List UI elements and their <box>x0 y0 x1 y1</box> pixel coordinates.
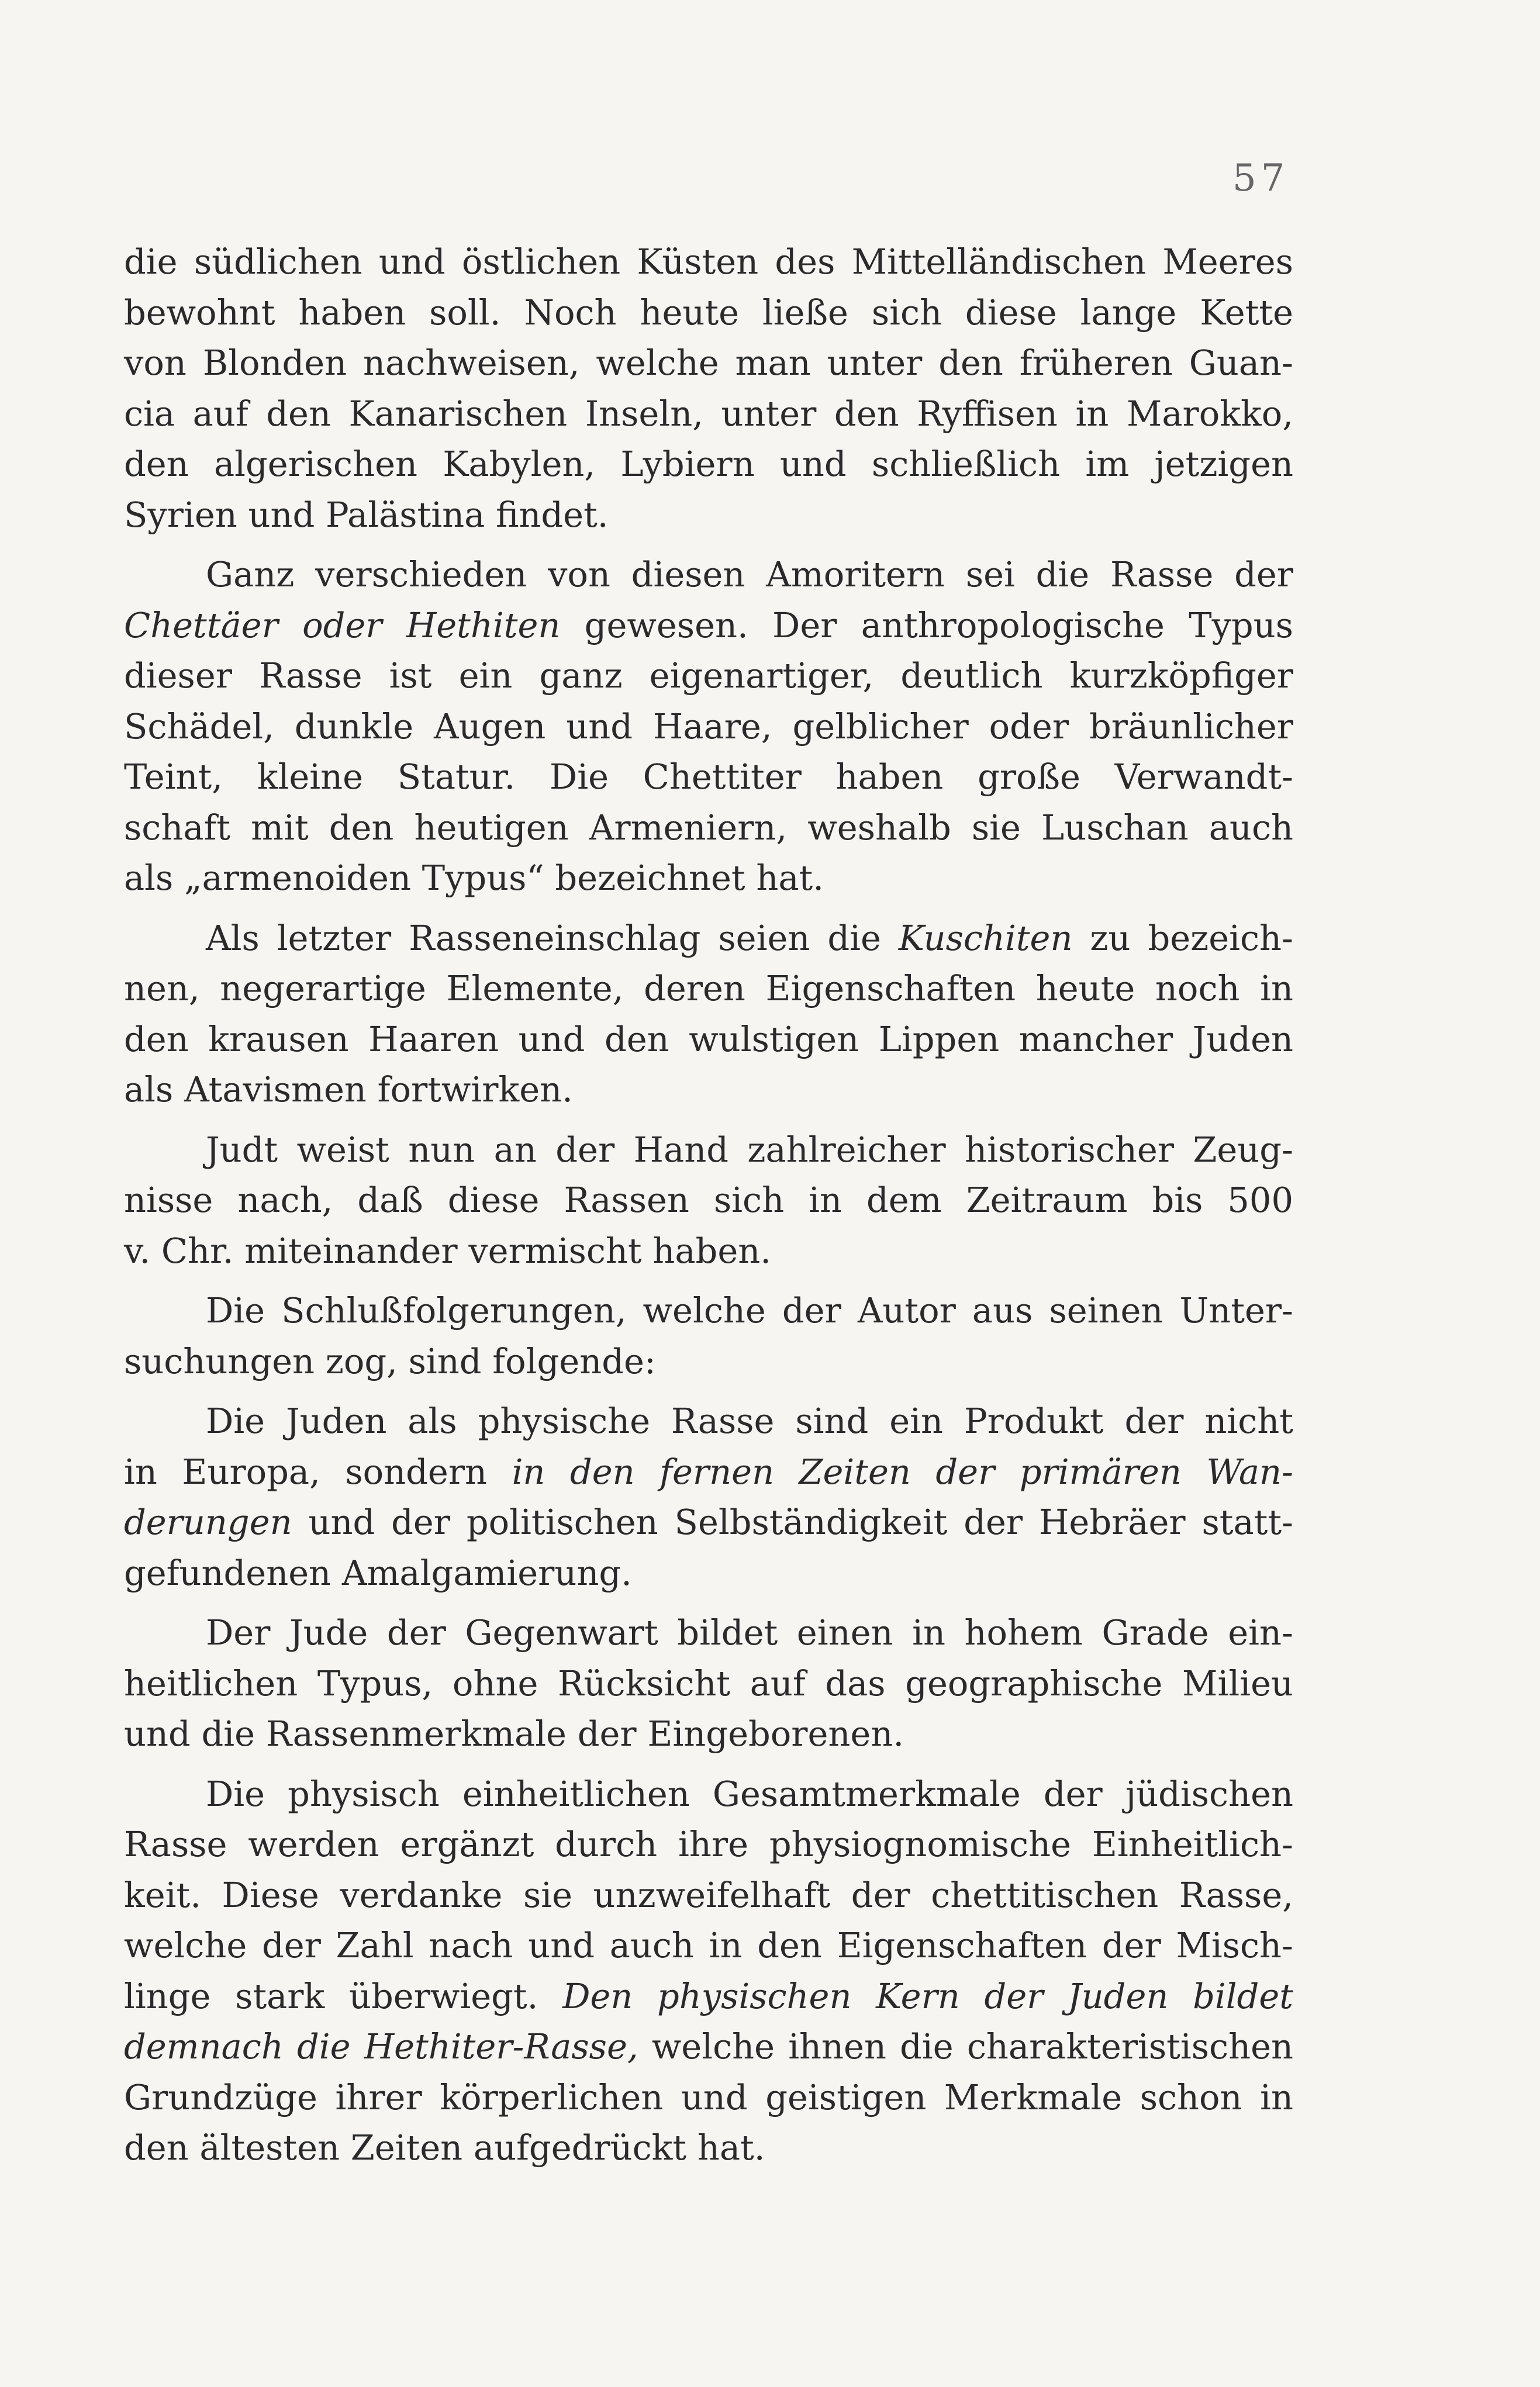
text-line: Der Jude der Gegenwart bildet einen in hohem Grade ein- <box>206 1612 1293 1653</box>
text-line: Grundzüge ihrer körperlichen und geistigen Merkmale schon in <box>124 2077 1293 2117</box>
text-line: cia auf den Kanarischen Inseln, unter den Ryffisen in Marokko, <box>124 393 1293 434</box>
paragraph-spacer <box>124 540 1293 550</box>
paragraph <box>124 1286 1293 1387</box>
text-line: Ganz verschieden von diesen Amoritern sei die Rasse der <box>206 554 1293 595</box>
text-line <box>124 1447 1293 1498</box>
paragraph <box>124 1769 1293 2174</box>
body-text <box>124 237 1293 2174</box>
text-line: keit. Diese verdanke sie unzweifelhaft der chettitischen Rasse, <box>124 1874 1293 1915</box>
text-line: und die Rassenmerkmale der Eingeborenen. <box>124 1714 904 1754</box>
page-number: 57 <box>1232 157 1290 200</box>
paragraph-spacer <box>124 1598 1293 1608</box>
text-run: zu bezeich- <box>1072 917 1293 958</box>
text-run: in Europa, sondern <box>124 1451 512 1492</box>
italic-emphasis: Chettäer oder Hethiten <box>124 604 561 645</box>
text-run: und der politischen Selbständigkeit der Hebräer statt- <box>292 1502 1293 1542</box>
paragraph-spacer <box>124 904 1293 913</box>
paragraph <box>124 237 1293 540</box>
text-line: gefundenen Amalgamierung. <box>124 1552 632 1593</box>
text-run: linge stark überwiegt. <box>124 1975 563 2016</box>
text-line: als „armenoiden Typus“ bezeichnet hat. <box>124 858 824 898</box>
paragraph <box>124 550 1293 904</box>
text-line: schaft mit den heutigen Armeniern, weshalb sie Luschan auch <box>124 807 1293 848</box>
text-line: suchungen zog, sind folgende: <box>124 1341 656 1381</box>
text-line: dieser Rasse ist ein ganz eigenartiger, deutlich kurzköpfiger <box>124 655 1293 696</box>
paragraph <box>124 913 1293 1115</box>
text-line: Die physisch einheitlichen Gesamtmerkmale der jüdischen <box>206 1773 1293 1814</box>
text-line <box>124 2022 1293 2072</box>
text-run: welche ihnen die charakteristischen <box>638 2026 1293 2067</box>
text-line: die südlichen und östlichen Küsten des Mittelländischen Meeres <box>124 241 1293 282</box>
paragraph-spacer <box>124 1115 1293 1125</box>
italic-emphasis: demnach die Hethiter-Rasse, <box>124 2026 638 2067</box>
text-line <box>124 913 1293 964</box>
italic-emphasis: Den physischen Kern der Juden bildet <box>562 1975 1294 2016</box>
text-line: Schädel, dunkle Augen und Haare, gelblicher oder bräunlicher <box>124 706 1293 747</box>
text-run: gewesen. Der anthropologische Typus <box>560 604 1293 645</box>
text-line: von Blonden nachweisen, welche man unter den früheren Guan- <box>124 343 1293 383</box>
italic-emphasis: Kuschiten <box>898 917 1073 958</box>
paragraph <box>124 1125 1293 1277</box>
text-line <box>124 600 1293 651</box>
paragraph <box>124 1396 1293 1598</box>
text-line <box>124 1971 1293 2022</box>
text-line: Teint, kleine Statur. Die Chettiter haben große Verwandt- <box>124 756 1293 797</box>
text-line: welche der Zahl nach und auch in den Eigenschaften der Misch- <box>124 1925 1293 1965</box>
text-line: Die Schlußfolgerungen, welche der Autor aus seinen Unter- <box>206 1290 1293 1331</box>
text-run: Als letzter Rasseneinschlag seien die <box>206 917 899 958</box>
text-line: den ältesten Zeiten aufgedrückt hat. <box>124 2127 765 2168</box>
text-line: den krausen Haaren und den wulstigen Lippen mancher Juden <box>124 1018 1293 1059</box>
text-line: v. Chr. miteinander vermischt haben. <box>124 1230 771 1271</box>
text-line: den algerischen Kabylen, Lybiern und schließlich im jetzigen <box>124 444 1293 484</box>
paragraph-spacer <box>124 1387 1293 1396</box>
text-line: bewohnt haben soll. Noch heute ließe sich diese lange Kette <box>124 292 1293 333</box>
text-line: als Atavismen fortwirken. <box>124 1069 573 1110</box>
text-line: Die Juden als physische Rasse sind ein Produkt der nicht <box>206 1401 1293 1441</box>
text-line: nen, negerartige Elemente, deren Eigenschaften heute noch in <box>124 968 1293 1008</box>
paragraph-spacer <box>124 1276 1293 1286</box>
italic-emphasis: derungen <box>124 1502 292 1542</box>
italic-emphasis: in den fernen Zeiten der primären Wan- <box>512 1451 1293 1492</box>
text-line: nisse nach, daß diese Rassen sich in dem Zeitraum bis 500 <box>124 1180 1293 1220</box>
text-line: heitlichen Typus, ohne Rücksicht auf das geographische Milieu <box>124 1663 1293 1704</box>
text-line: Judt weist nun an der Hand zahlreicher historischer Zeug- <box>206 1129 1293 1170</box>
text-line: Rasse werden ergänzt durch ihre physiognomische Einheitlich- <box>124 1824 1293 1864</box>
paragraph-spacer <box>124 1760 1293 1769</box>
text-line: Syrien und Palästina findet. <box>124 494 609 535</box>
text-line <box>124 1497 1293 1548</box>
paragraph <box>124 1608 1293 1760</box>
